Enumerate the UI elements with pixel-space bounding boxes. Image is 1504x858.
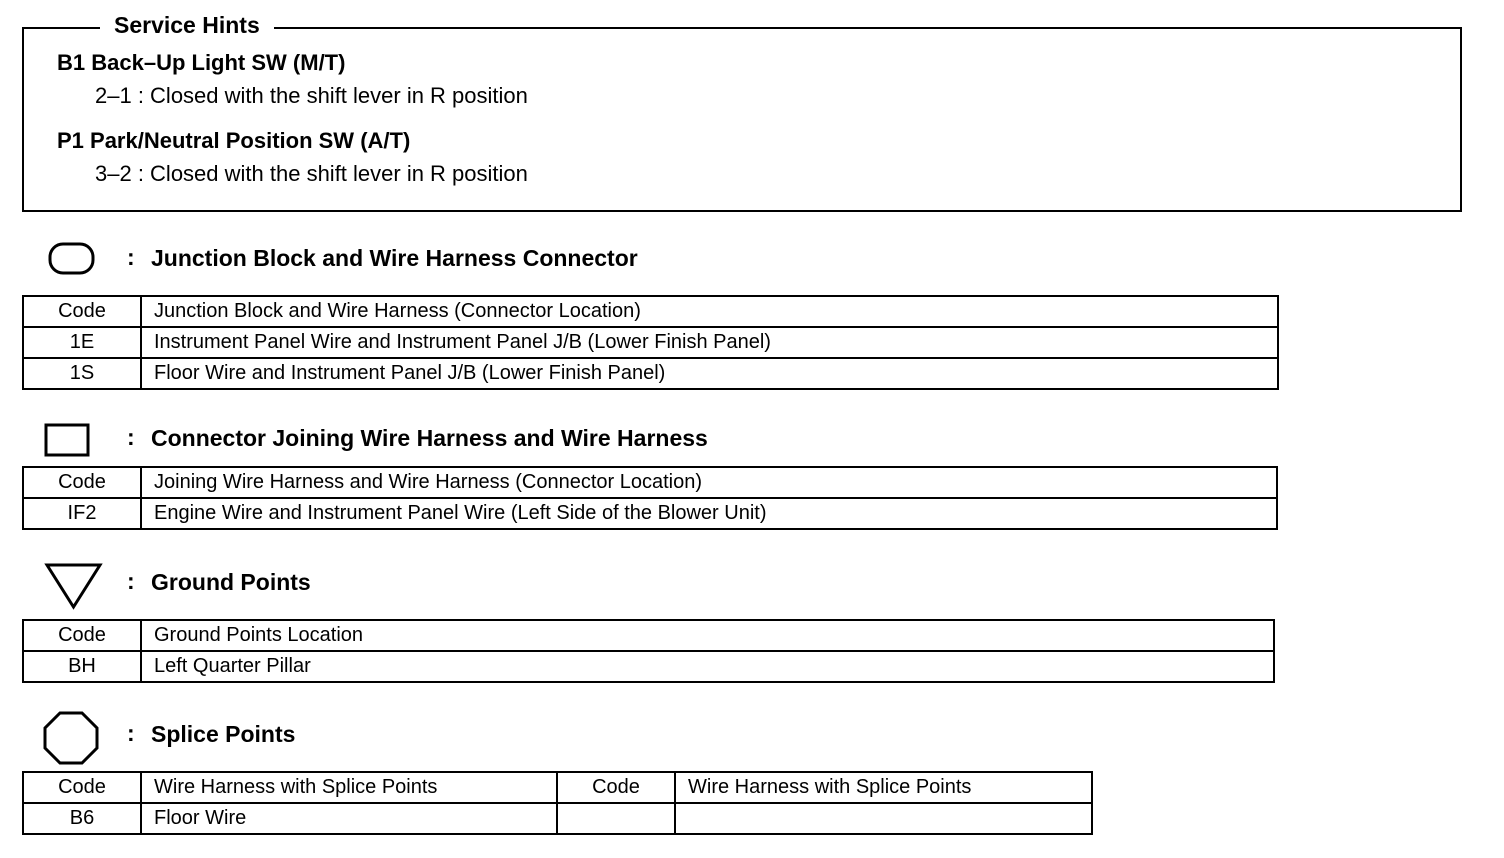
header-code: Code — [23, 296, 141, 327]
ground-colon: : — [127, 568, 135, 594]
header-description: Junction Block and Wire Harness (Connector Location) — [141, 296, 1278, 327]
header-description: Wire Harness with Splice Points — [675, 772, 1092, 803]
row-description: Engine Wire and Instrument Panel Wire (Left Side of the Blower Unit) — [141, 498, 1277, 529]
hint-b1-text: 2–1 : Closed with the shift lever in R position — [95, 83, 528, 108]
row-code: B6 — [23, 803, 141, 834]
connector-section-title: Connector Joining Wire Harness and Wire Harness — [151, 425, 708, 451]
table-row — [23, 651, 1274, 682]
row-description — [675, 803, 1092, 834]
ground-table — [22, 619, 1275, 683]
rounded-rectangle-icon — [48, 242, 96, 276]
hint-p1-heading: P1 Park/Neutral Position SW (A/T) — [57, 128, 411, 153]
header-code: Code — [23, 620, 141, 651]
table-row — [23, 498, 1277, 529]
connector-table — [22, 466, 1278, 530]
row-description: Floor Wire and Instrument Panel J/B (Lower Finish Panel) — [141, 358, 1278, 389]
header-code: Code — [23, 772, 141, 803]
splice-table — [22, 771, 1093, 835]
row-code: 1E — [23, 327, 141, 358]
row-description: Instrument Panel Wire and Instrument Panel J/B (Lower Finish Panel) — [141, 327, 1278, 358]
table-row — [23, 327, 1278, 358]
table-header-row — [23, 620, 1274, 651]
service-hints-title: Service Hints — [100, 12, 274, 39]
splice-section-title: Splice Points — [151, 721, 296, 747]
header-code: Code — [557, 772, 675, 803]
table-row — [23, 358, 1278, 389]
header-description: Wire Harness with Splice Points — [141, 772, 557, 803]
row-code: BH — [23, 651, 141, 682]
header-description: Joining Wire Harness and Wire Harness (Connector Location) — [141, 467, 1277, 498]
junction-section-title: Junction Block and Wire Harness Connector — [151, 245, 638, 271]
row-code: IF2 — [23, 498, 141, 529]
table-header-row — [23, 296, 1278, 327]
row-description: Floor Wire — [141, 803, 557, 834]
down-triangle-icon — [44, 562, 104, 610]
row-code: 1S — [23, 358, 141, 389]
header-description: Ground Points Location — [141, 620, 1274, 651]
table-row — [23, 803, 1092, 834]
row-code — [557, 803, 675, 834]
hint-b1-heading: B1 Back–Up Light SW (M/T) — [57, 50, 346, 75]
ground-section-title: Ground Points — [151, 569, 311, 595]
octagon-icon — [42, 710, 100, 766]
rectangle-icon — [44, 423, 92, 458]
junction-table — [22, 295, 1279, 390]
splice-colon: : — [127, 720, 135, 746]
junction-colon: : — [127, 244, 135, 270]
row-description: Left Quarter Pillar — [141, 651, 1274, 682]
hint-p1-text: 3–2 : Closed with the shift lever in R position — [95, 161, 528, 186]
header-code: Code — [23, 467, 141, 498]
table-header-row — [23, 772, 1092, 803]
connector-colon: : — [127, 424, 135, 450]
table-header-row — [23, 467, 1277, 498]
